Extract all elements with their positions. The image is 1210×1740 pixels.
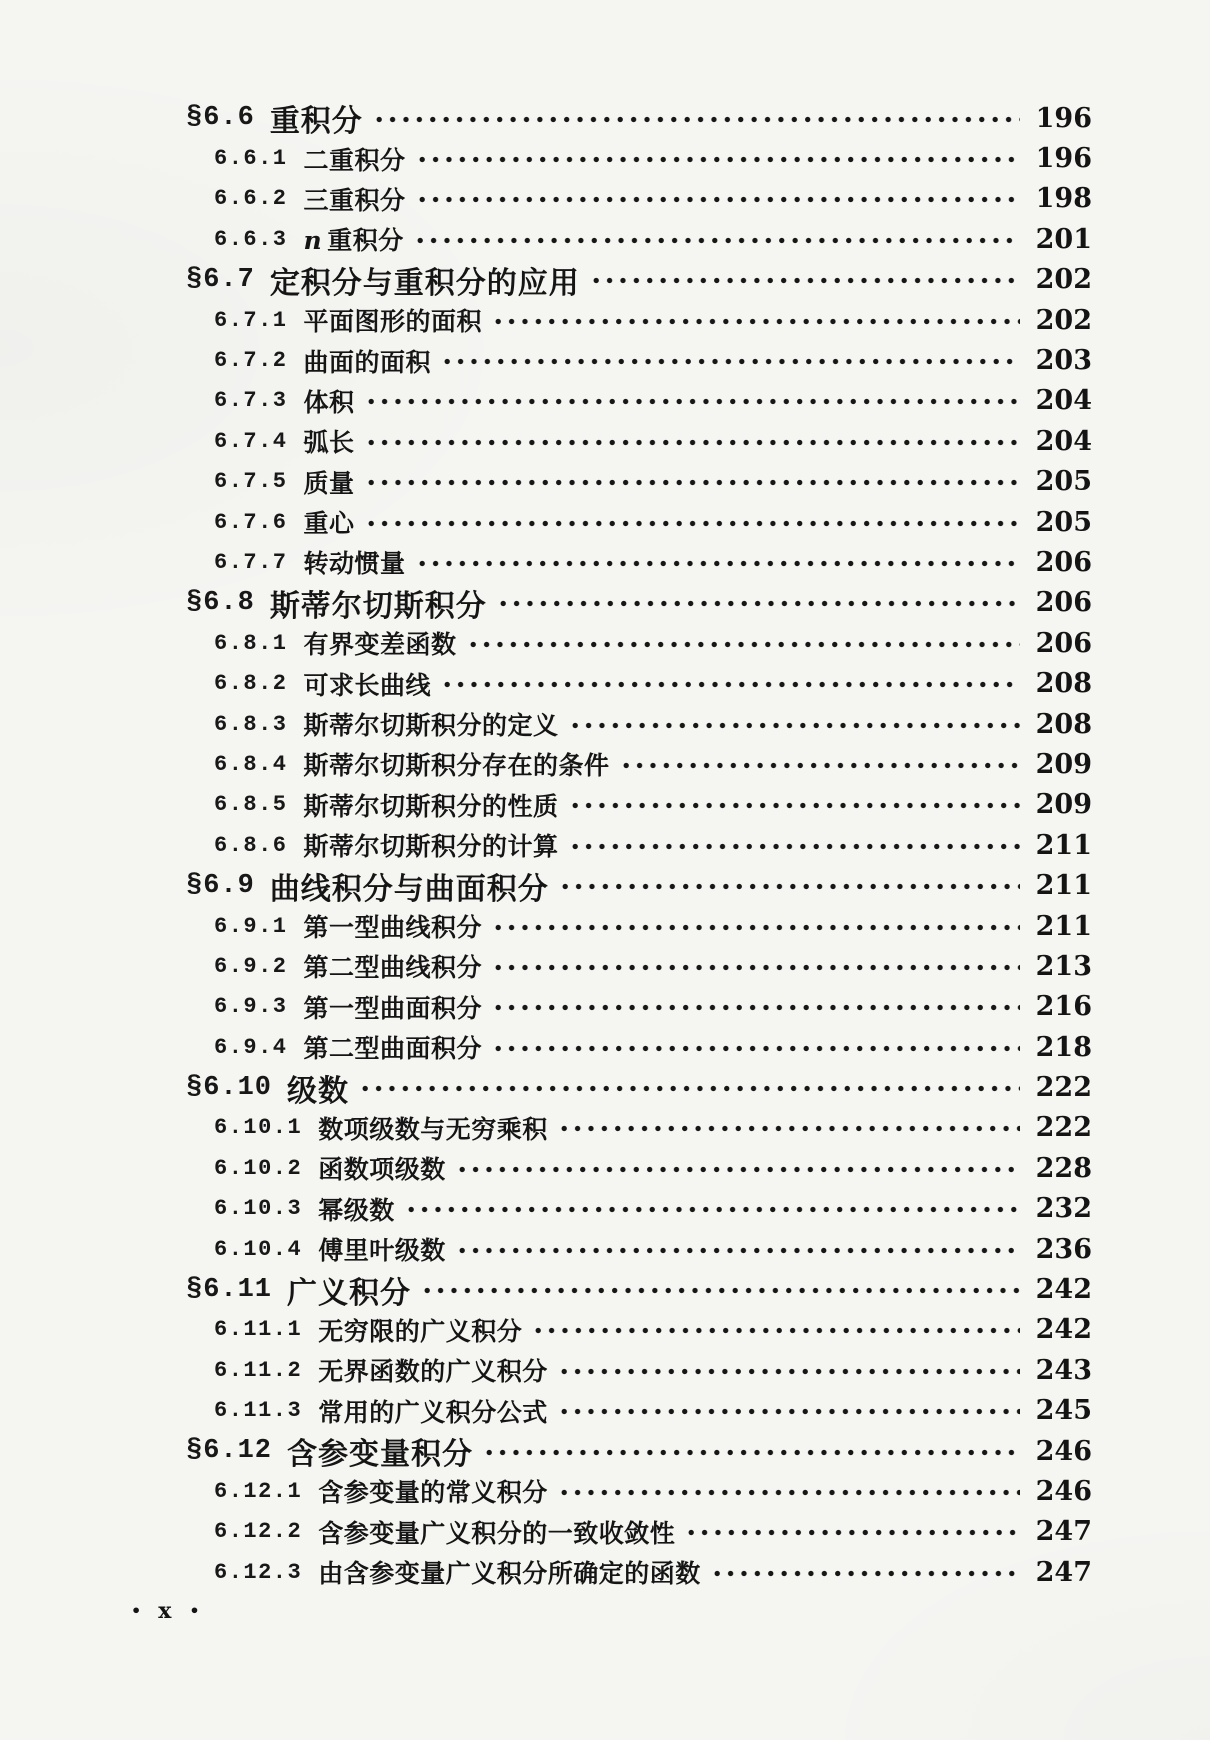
toc-entry-title-text: 函数项级数 [318, 1155, 446, 1185]
toc-entry-title-text: 重积分 [327, 226, 404, 256]
toc-entry-number: §6.10 [186, 1072, 273, 1103]
toc-entry [0, 1229, 1210, 1269]
toc-entry-title [318, 1150, 446, 1186]
toc-entry-title-text: 幂级数 [318, 1195, 395, 1225]
dot-leader [561, 1367, 1020, 1376]
toc-entry-title-text: 斯蒂尔切斯积分 [269, 588, 487, 624]
toc-entry-page-number: 242 [1035, 1274, 1092, 1306]
dot-leader [368, 519, 1020, 528]
toc-entry-title [318, 1514, 675, 1550]
toc-entry-number: 6.11.1 [214, 1317, 303, 1343]
toc-entry-title-text: 曲线积分与曲面积分 [269, 871, 549, 907]
toc-entry [0, 987, 1210, 1027]
toc-entry-number: 6.7.1 [214, 307, 288, 333]
toc-entry-title [287, 1268, 411, 1312]
dot-leader [495, 923, 1020, 932]
toc-entry-number: 6.6.1 [214, 146, 288, 172]
toc-entry [0, 946, 1210, 986]
toc-entry-page-number: 246 [1035, 1475, 1092, 1507]
toc-entry [0, 1350, 1210, 1390]
toc-entry-page-number: 211 [1035, 910, 1092, 942]
toc-entry-title [304, 827, 559, 863]
toc-entry-page-number: 198 [1035, 183, 1092, 215]
toc-entry-page-number: 222 [1035, 1072, 1092, 1104]
toc-entry-title [318, 1110, 548, 1146]
toc-entry [0, 260, 1210, 300]
dot-leader [495, 1003, 1020, 1012]
toc-entry-title [270, 258, 580, 302]
toc-entry-number: §6.6 [186, 103, 255, 134]
toc-entry-page-number: 228 [1035, 1152, 1092, 1184]
toc-entry-title-text: 广义积分 [287, 1275, 412, 1311]
toc-entry-title [304, 989, 483, 1025]
toc-entry-number: 6.9.4 [214, 1034, 288, 1060]
toc-entry-title-text: 第一型曲面积分 [303, 993, 483, 1023]
toc-entry-number: 6.10.1 [214, 1115, 303, 1141]
toc-entry-number: 6.12.1 [214, 1478, 303, 1504]
toc-entry [0, 583, 1210, 623]
toc-entry-page-number: 242 [1035, 1314, 1092, 1346]
toc-entry [0, 1108, 1210, 1148]
toc-entry-page-number: 205 [1035, 506, 1092, 538]
toc-entry-title [304, 1029, 483, 1065]
toc-entry-page-number: 204 [1035, 425, 1092, 457]
toc-entry-title [304, 302, 483, 338]
toc-entry-page-number: 206 [1035, 587, 1092, 619]
toc-entry-title [304, 706, 559, 742]
toc-entry-title-text: 无穷限的广义积分 [318, 1316, 523, 1346]
toc-entry-title-text: 三重积分 [303, 185, 406, 215]
toc-entry-number: 6.7.4 [214, 428, 288, 454]
toc-entry-title [304, 787, 559, 823]
toc-entry-title [304, 625, 457, 661]
toc-entry [0, 785, 1210, 825]
dot-leader [561, 1407, 1020, 1416]
toc-entry-page-number: 211 [1035, 870, 1092, 902]
toc-entry-number: 6.6.2 [214, 186, 288, 212]
toc-entry-title-text: 由含参变量广义积分所确定的函数 [318, 1559, 701, 1589]
toc-entry-number: 6.6.3 [214, 226, 288, 252]
dot-leader [459, 1165, 1020, 1174]
toc-entry [0, 1391, 1210, 1431]
toc-entry-page-number: 218 [1035, 1031, 1092, 1063]
dot-leader [368, 478, 1020, 487]
dot-leader [408, 1205, 1020, 1214]
toc-entry-title-text: 含参变量广义积分的一致收敛性 [318, 1518, 676, 1548]
toc-entry [0, 1512, 1210, 1552]
toc-entry-title [304, 666, 432, 702]
toc-entry-title [304, 221, 404, 257]
toc-entry-title-text: 第一型曲线积分 [303, 913, 483, 942]
dot-leader [495, 317, 1020, 326]
toc-entry-page-number: 203 [1035, 345, 1092, 377]
toc-entry-title-italic-prefix: n [303, 226, 323, 256]
toc-entry-title-text: 斯蒂尔切斯积分的性质 [303, 791, 559, 821]
toc-entry [0, 704, 1210, 744]
dot-leader [572, 842, 1020, 851]
dot-leader [419, 155, 1020, 164]
toc-entry-page-number: 245 [1035, 1395, 1092, 1427]
dot-leader [470, 640, 1020, 649]
toc-entry-page-number: 196 [1035, 143, 1092, 175]
toc-entry [0, 663, 1210, 703]
toc-entry-title [318, 1352, 548, 1388]
page-footer [131, 1598, 200, 1624]
toc-entry-page-number: 196 [1035, 102, 1092, 134]
footer-page-label: x [158, 1598, 173, 1624]
toc-entry-number: 6.10.3 [214, 1196, 303, 1222]
toc-entry [0, 825, 1210, 865]
toc-entry-number: 6.7.3 [214, 388, 288, 414]
toc-entry-page-number: 209 [1035, 748, 1092, 780]
toc-entry-page-number: 247 [1035, 1516, 1092, 1548]
toc-entry-title-text: 第二型曲线积分 [303, 953, 483, 983]
footer-left-dot: • [131, 1600, 142, 1620]
toc-entry-page-number: 211 [1035, 829, 1092, 861]
toc-entry-title-text: 转动惯量 [303, 549, 406, 579]
toc-entry-title [304, 544, 406, 580]
toc-entry-number: 6.12.2 [214, 1519, 303, 1545]
toc-entry-title-text: 体积 [303, 387, 355, 417]
toc-entry-title [287, 1429, 473, 1473]
toc-entry-title-text: 二重积分 [303, 145, 406, 175]
toc-entry-title [304, 746, 610, 782]
toc-entry-number: 6.9.2 [214, 953, 288, 979]
toc-entry-page-number: 247 [1035, 1556, 1092, 1588]
toc-entry-title-text: 有界变差函数 [303, 630, 457, 660]
dot-leader [500, 599, 1020, 608]
toc-entry-title-text: 弧长 [303, 428, 355, 458]
toc-entry-number: 6.9.1 [214, 913, 288, 939]
toc-entry-title [318, 1393, 548, 1429]
toc-entry-title [318, 1473, 548, 1509]
toc-entry-title-text: 斯蒂尔切斯积分的计算 [303, 832, 559, 862]
toc-entry-title-text: 质量 [303, 468, 355, 498]
toc-entry-number: 6.10.2 [214, 1155, 303, 1181]
toc-entry-title [304, 423, 355, 459]
toc-entry-number: 6.8.5 [214, 792, 288, 818]
toc-entry-title [304, 908, 483, 944]
toc-entry-page-number: 206 [1035, 627, 1092, 659]
toc-entry-title [318, 1312, 522, 1348]
dot-leader [593, 276, 1020, 285]
toc-entry-number: §6.9 [186, 870, 255, 901]
toc-entry-number: 6.8.1 [214, 630, 288, 656]
toc-entry-title [304, 343, 432, 379]
toc-entry-page-number: 216 [1035, 991, 1092, 1023]
toc-entry-title [270, 581, 487, 625]
toc-entry-page-number: 222 [1035, 1112, 1092, 1144]
toc-entry-title-text: 重积分 [269, 104, 363, 140]
toc-entry [0, 340, 1210, 380]
toc-entry-title-text: 斯蒂尔切斯积分存在的条件 [303, 751, 610, 781]
toc-entry-number: 6.10.4 [214, 1236, 303, 1262]
toc-entry [0, 138, 1210, 178]
toc-entry [0, 1067, 1210, 1107]
toc-entry-page-number: 202 [1035, 264, 1092, 296]
toc-entry [0, 1269, 1210, 1309]
dot-leader [368, 438, 1020, 447]
toc-entry-page-number: 205 [1035, 466, 1092, 498]
toc-entry-number: §6.7 [186, 264, 255, 295]
toc-entry [0, 1148, 1210, 1188]
toc-entry-number: 6.7.5 [214, 469, 288, 495]
toc-entry [0, 1027, 1210, 1067]
toc-entry-title [304, 181, 406, 217]
toc-entry-page-number: 246 [1035, 1435, 1092, 1467]
dot-leader [424, 1286, 1020, 1295]
toc-entry-page-number: 208 [1035, 708, 1092, 740]
toc-entry-title-text: 含参变量积分 [287, 1437, 474, 1473]
toc-entry-number: 6.8.3 [214, 711, 288, 737]
toc-entry-title-text: 数项级数与无穷乘积 [318, 1114, 548, 1144]
footer-right-dot: • [189, 1600, 200, 1620]
toc-entry [0, 744, 1210, 784]
toc-entry-title [287, 1066, 349, 1110]
toc-entry-title-text: 定积分与重积分的应用 [269, 265, 580, 301]
toc-entry-title [304, 464, 355, 500]
toc-entry [0, 1310, 1210, 1350]
toc-entry-number: §6.8 [186, 587, 255, 618]
toc-entry-title [270, 864, 549, 908]
toc-entry [0, 381, 1210, 421]
toc-entry-title [304, 141, 406, 177]
toc-entry [0, 623, 1210, 663]
toc-entry-page-number: 209 [1035, 789, 1092, 821]
toc-entry-page-number: 206 [1035, 546, 1092, 578]
dot-leader [572, 801, 1020, 810]
toc-entry-number: §6.12 [186, 1436, 273, 1467]
toc-entry [0, 462, 1210, 502]
dot-leader [495, 963, 1020, 972]
toc-entry-title-text: 第二型曲面积分 [303, 1034, 483, 1064]
toc-entry-page-number: 208 [1035, 668, 1092, 700]
table-of-contents [0, 98, 1210, 1592]
toc-entry-number: 6.8.6 [214, 832, 288, 858]
toc-entry-number: §6.11 [186, 1274, 273, 1305]
dot-leader [572, 721, 1020, 730]
dot-leader [561, 1124, 1020, 1133]
toc-entry-number: 6.11.3 [214, 1398, 303, 1424]
dot-leader [486, 1448, 1020, 1457]
toc-entry-title-text: 级数 [287, 1073, 350, 1109]
toc-entry [0, 1471, 1210, 1511]
toc-entry-number: 6.11.2 [214, 1357, 303, 1383]
toc-entry-page-number: 236 [1035, 1233, 1092, 1265]
toc-entry [0, 1189, 1210, 1229]
dot-leader [444, 680, 1020, 689]
toc-entry-number: 6.7.6 [214, 509, 288, 535]
toc-entry-title-text: 重心 [303, 509, 355, 539]
toc-entry [0, 865, 1210, 905]
toc-entry [0, 421, 1210, 461]
toc-entry-page-number: 243 [1035, 1354, 1092, 1386]
dot-leader [419, 195, 1020, 204]
toc-entry [0, 906, 1210, 946]
dot-leader [444, 357, 1020, 366]
dot-leader [688, 1528, 1020, 1537]
toc-entry-title [304, 504, 355, 540]
dot-leader [623, 761, 1020, 770]
toc-entry-title-text: 含参变量的常义积分 [318, 1478, 548, 1508]
toc-entry-page-number: 213 [1035, 950, 1092, 982]
dot-leader [714, 1569, 1020, 1578]
toc-entry [0, 502, 1210, 542]
dot-leader [417, 236, 1020, 245]
toc-entry [0, 300, 1210, 340]
toc-entry-title [304, 383, 355, 419]
toc-entry [0, 98, 1210, 138]
dot-leader [562, 882, 1020, 891]
toc-entry-page-number: 204 [1035, 385, 1092, 417]
toc-entry-page-number: 201 [1035, 223, 1092, 255]
toc-entry-title-text: 斯蒂尔切斯积分的定义 [303, 711, 559, 741]
toc-entry-title-text: 傅里叶级数 [318, 1236, 446, 1266]
toc-entry-title-text: 常用的广义积分公式 [318, 1397, 548, 1427]
toc-entry-title-text: 曲面的面积 [303, 347, 432, 377]
toc-entry-page-number: 202 [1035, 304, 1092, 336]
toc-entry-number: 6.8.2 [214, 671, 288, 697]
toc-entry-title [304, 948, 483, 984]
toc-entry-title [270, 96, 363, 140]
dot-leader [368, 397, 1020, 406]
dot-leader [535, 1326, 1020, 1335]
toc-entry-title [318, 1191, 395, 1227]
toc-entry [0, 1552, 1210, 1592]
dot-leader [561, 1488, 1020, 1497]
dot-leader [419, 559, 1020, 568]
toc-entry-number: 6.8.4 [214, 751, 288, 777]
dot-leader [376, 115, 1020, 124]
toc-entry-page-number: 232 [1035, 1193, 1092, 1225]
toc-entry [0, 1431, 1210, 1471]
dot-leader [495, 1044, 1020, 1053]
toc-entry [0, 179, 1210, 219]
dot-leader [459, 1246, 1020, 1255]
toc-entry-title [318, 1554, 701, 1590]
toc-entry [0, 542, 1210, 582]
dot-leader [362, 1084, 1020, 1093]
toc-entry-number: 6.12.3 [214, 1559, 303, 1585]
toc-entry-number: 6.7.7 [214, 549, 288, 575]
toc-entry-title-text: 无界函数的广义积分 [318, 1357, 548, 1387]
toc-entry-number: 6.7.2 [214, 348, 288, 374]
toc-entry-title-text: 可求长曲线 [303, 670, 432, 700]
toc-entry-title [318, 1231, 446, 1267]
toc-entry [0, 219, 1210, 259]
toc-entry-number: 6.9.3 [214, 994, 288, 1020]
toc-entry-title-text: 平面图形的面积 [303, 307, 483, 337]
